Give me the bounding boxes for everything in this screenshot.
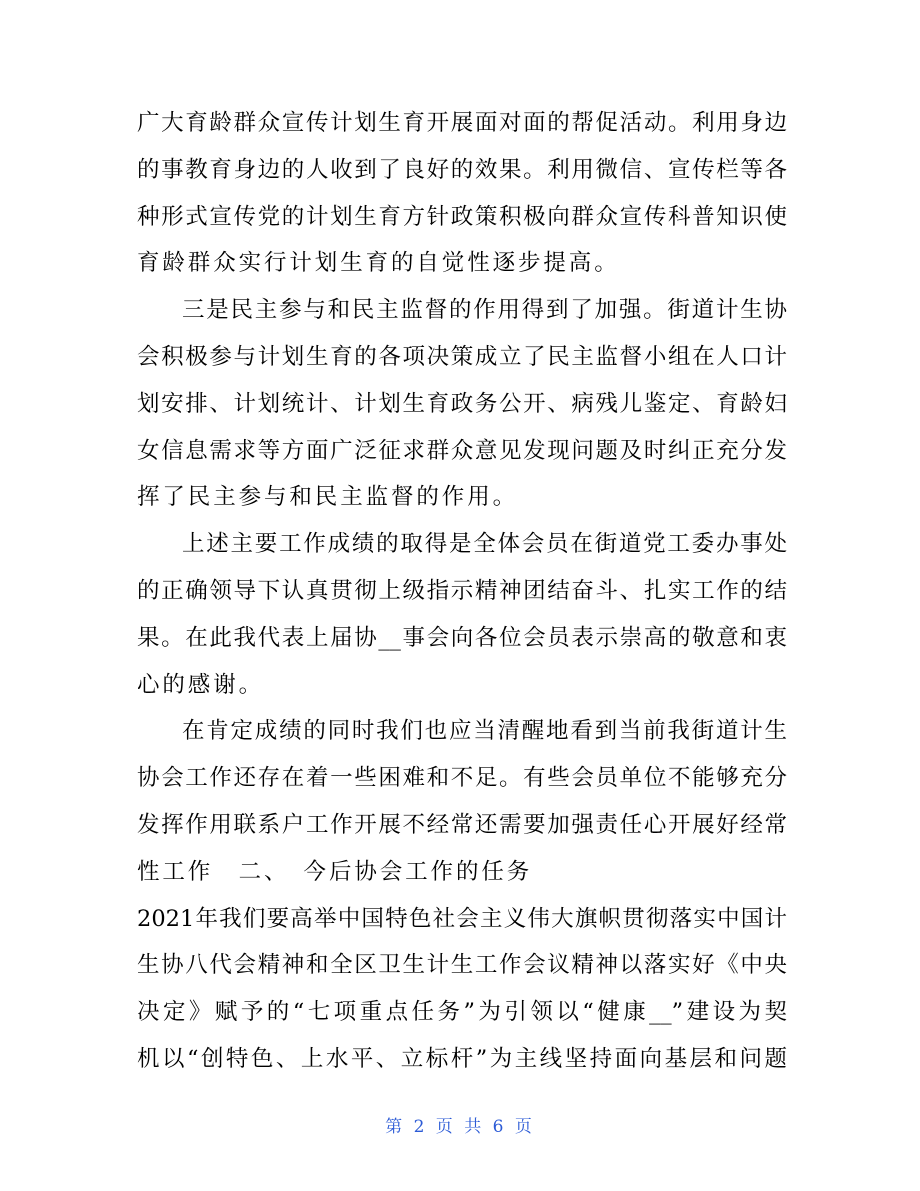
text-line: 生协八代会精神和全区卫生计生工作会议精神以落实好《中央 [137, 952, 787, 979]
text-line: 在肯定成绩的同时我们也应当清醒地看到当前我街道计生 [182, 718, 787, 745]
text-line: 广大育龄群众宣传计划生育开展面对面的帮促活动。利用身边 [137, 110, 787, 136]
text-line: 2021年我们要高举中国特色社会主义伟大旗帜贯彻落实中国计 [137, 905, 787, 932]
text-line: 的正确领导下认真贯彻上级指示精神团结奋斗、扎实工作的结 [137, 577, 787, 604]
text-line: 性工作 二、 今后协会工作的任务 [137, 858, 533, 885]
text-line: 女信息需求等方面广泛征求群众意见发现问题及时纠正充分发 [137, 437, 787, 464]
text-line: 的事教育身边的人收到了良好的效果。利用微信、宣传栏等各 [137, 156, 787, 183]
text-line: 发挥作用联系户工作开展不经常还需要加强责任心开展好经常 [137, 811, 787, 838]
page-number-footer: 第 2 页 共 6 页 [385, 1117, 535, 1137]
text-line: 心的感谢。 [137, 671, 265, 698]
text-line: 育龄群众实行计划生育的自觉性逐步提高。 [137, 250, 620, 277]
body-text [137, 100, 787, 1083]
text-line: 划安排、计划统计、计划生育政务公开、病残儿鉴定、育龄妇 [137, 390, 787, 417]
text-line: 决定》赋予的“七项重点任务”为引领以“健康__”建设为契 [137, 999, 787, 1026]
text-line: 上述主要工作成绩的取得是全体会员在街道党工委办事处 [182, 531, 787, 558]
text-line: 果。在此我代表上届协__事会向各位会员表示崇高的敬意和衷 [137, 624, 787, 651]
text-line: 机以“创特色、上水平、立标杆”为主线坚持面向基层和问题 [137, 1045, 787, 1072]
text-line: 协会工作还存在着一些困难和不足。有些会员单位不能够充分 [137, 765, 787, 792]
text-line: 挥了民主参与和民主监督的作用。 [137, 484, 519, 511]
text-line: 三是民主参与和民主监督的作用得到了加强。街道计生协 [182, 297, 787, 324]
text-line: 会积极参与计划生育的各项决策成立了民主监督小组在人口计 [137, 343, 787, 370]
text-line: 种形式宣传党的计划生育方针政策积极向群众宣传科普知识使 [137, 203, 787, 230]
